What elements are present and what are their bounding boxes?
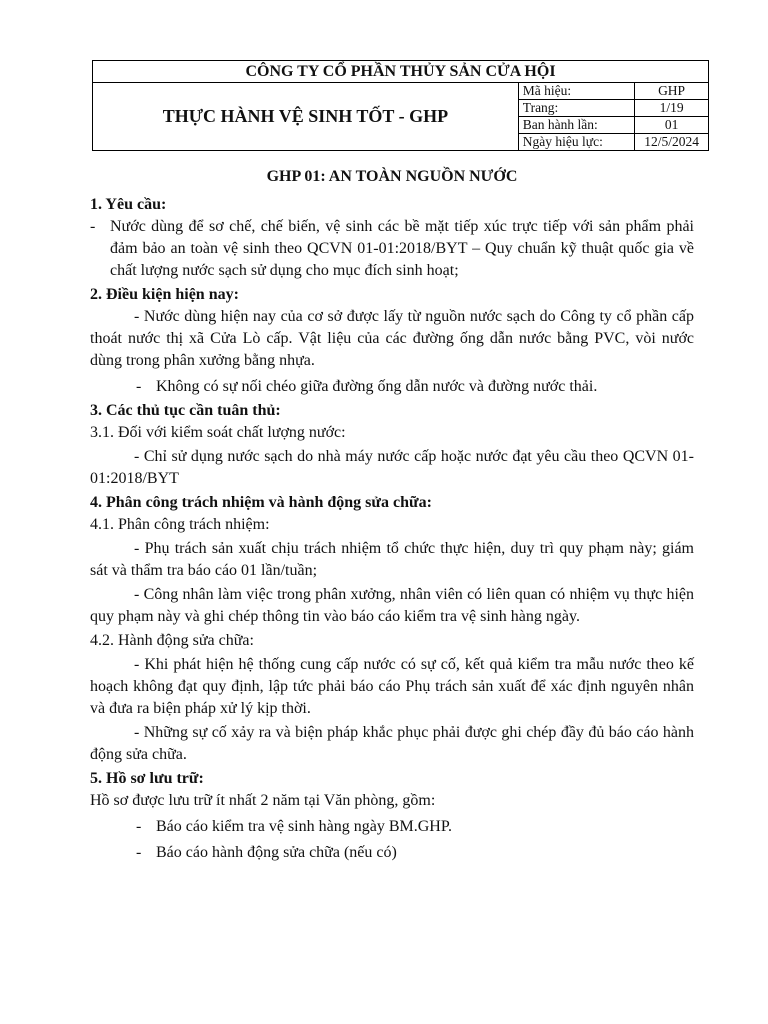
conditions-paragraph-1: - Nước dùng hiện nay của cơ sở được lấy từ nguồn nước sạch do Công ty cổ phần cấp thoát nước thị xã Cửa Lò cấp. Vật liệu của các đường ống dẫn nước bằng PVC, vòi nước dùng trong phân xưởng bằng nhựa. bbox=[90, 308, 694, 369]
subheading-assignment: 4.1. Phân công trách nhiệm: bbox=[90, 516, 270, 533]
conditions-item-2 bbox=[90, 376, 694, 398]
records-item-2 bbox=[90, 842, 694, 864]
heading-responsibilities: 4. Phân công trách nhiệm và hành động sửa chữa: bbox=[90, 494, 432, 511]
records-intro: Hồ sơ được lưu trữ ít nhất 2 năm tại Văn phòng, gồm: bbox=[90, 792, 436, 809]
meta-value-code: GHP bbox=[635, 83, 709, 100]
bullet-dash: - bbox=[136, 844, 142, 861]
meta-value-page: 1/19 bbox=[635, 100, 709, 117]
records-item-1 bbox=[90, 816, 694, 838]
meta-label-page: Trang: bbox=[518, 100, 634, 117]
procedure-paragraph-1: - Chỉ sử dụng nước sạch do nhà máy nước cấp hoặc nước đạt yêu cầu theo QCVN 01-01:2018/BYT bbox=[90, 448, 694, 487]
heading-current-conditions: 2. Điều kiện hiện nay: bbox=[90, 286, 239, 303]
document-header bbox=[92, 60, 709, 152]
conditions-text-2: Không có sự nối chéo giữa đường ống dẫn nước và đường nước thải. bbox=[156, 378, 598, 395]
records-text-1: Báo cáo kiểm tra vệ sinh hàng ngày BM.GHP. bbox=[156, 818, 452, 835]
corrective-paragraph-1: - Khi phát hiện hệ thống cung cấp nước có sự cố, kết quả kiểm tra mẫu nước theo kế hoạch không đạt quy định, lập tức phải báo cáo Phụ trách sản xuất để xác định nguyên nhân và đưa ra biện pháp xử lý kịp thời. bbox=[90, 656, 694, 717]
requirement-item bbox=[90, 216, 694, 282]
header-table bbox=[92, 60, 709, 151]
heading-requirements: 1. Yêu cầu: bbox=[90, 196, 167, 213]
bullet-dash: - bbox=[136, 378, 142, 395]
bullet-dash: - bbox=[136, 818, 142, 835]
meta-label-issue: Ban hành lần: bbox=[518, 117, 634, 134]
meta-label-code: Mã hiệu: bbox=[518, 83, 634, 100]
document-body bbox=[90, 166, 694, 864]
responsibility-paragraph-1: - Phụ trách sản xuất chịu trách nhiệm tổ chức thực hiện, duy trì quy phạm này; giám sát và thẩm tra báo cáo 01 lần/tuần; bbox=[90, 540, 694, 579]
corrective-paragraph-2: - Những sự cố xảy ra và biện pháp khắc phục phải được ghi chép đầy đủ báo cáo hành động sửa chữa. bbox=[90, 724, 694, 763]
requirement-text: Nước dùng để sơ chế, chế biến, vệ sinh các bề mặt tiếp xúc trực tiếp với sản phẩm phải đảm bảo an toàn vệ sinh theo QCVN 01-01:2018/BYT – Quy chuẩn kỹ thuật quốc gia về chất lượng nước sạch sử dụng cho mục đích sinh hoạt; bbox=[110, 218, 694, 279]
bullet-dash: - bbox=[90, 218, 96, 235]
meta-value-issue: 01 bbox=[635, 117, 709, 134]
section-title: GHP 01: AN TOÀN NGUỒN NƯỚC bbox=[266, 168, 518, 185]
responsibility-paragraph-2: - Công nhân làm việc trong phân xưởng, nhân viên có liên quan có nhiệm vụ thực hiện quy phạm này và ghi chép thông tin vào báo cáo kiểm tra vệ sinh hàng ngày. bbox=[90, 586, 694, 625]
company-name: CÔNG TY CỔ PHẦN THỦY SẢN CỬA HỘI bbox=[93, 61, 709, 83]
heading-procedures: 3. Các thủ tục cần tuân thủ: bbox=[90, 402, 281, 419]
records-text-2: Báo cáo hành động sửa chữa (nếu có) bbox=[156, 844, 397, 861]
subheading-corrective-action: 4.2. Hành động sửa chữa: bbox=[90, 632, 254, 649]
meta-label-effective-date: Ngày hiệu lực: bbox=[518, 134, 634, 151]
document-title: THỰC HÀNH VỆ SINH TỐT - GHP bbox=[93, 83, 519, 151]
meta-value-effective-date: 12/5/2024 bbox=[635, 134, 709, 151]
heading-records: 5. Hồ sơ lưu trữ: bbox=[90, 770, 204, 787]
subheading-quality-control: 3.1. Đối với kiểm soát chất lượng nước: bbox=[90, 424, 346, 441]
